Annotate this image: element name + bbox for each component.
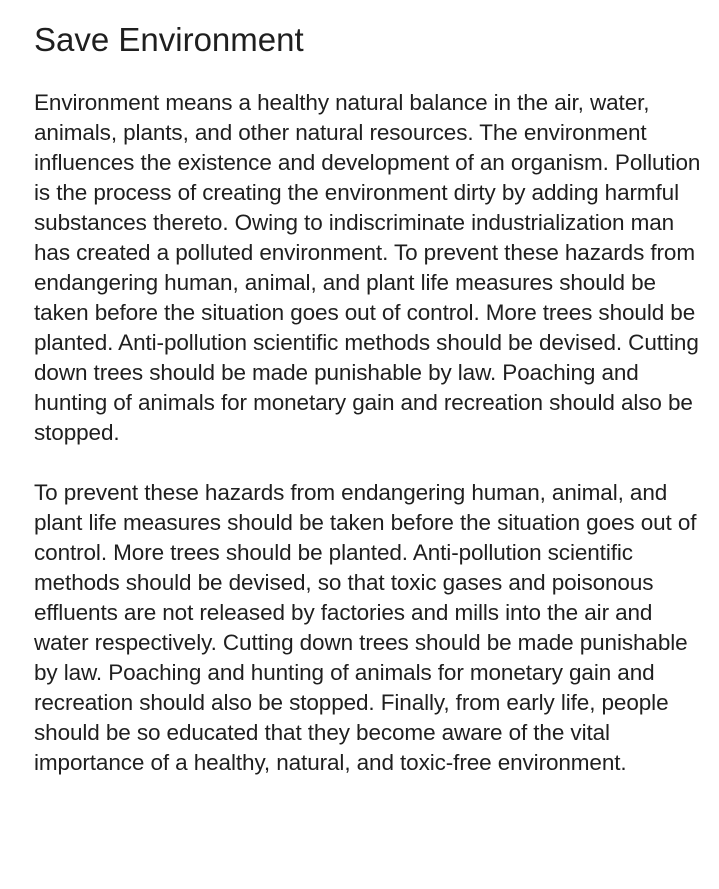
paragraph-prevention-measures: To prevent these hazards from endangering human, animal, and plant life measures should be taken before the situation goes out of control. More trees should be planted. Anti-pollution scientific methods should be devised, so that toxic gases and poisonous effluents are not released by factories and mills into the air and water respectively. Cutting down trees should be made punishable by law. Poaching and hunting of animals for monetary gain and recreation should also be stopped. Finally, from early life, people should be so educated that they become aware of the vital importance of a healthy, natural, and toxic-free environment. [34,480,697,775]
document-body [34,18,704,778]
document-title: Save Environment [34,21,304,58]
paragraph-environment-definition: Environment means a healthy natural balance in the air, water, animals, plants, and other natural resources. The environment influences the existence and development of an organism. Pollution is the process of creating the environment dirty by adding harmful substances thereto. Owing to indiscriminate industrialization man has created a polluted environment. To prevent these hazards from endangering human, animal, and plant life measures should be taken before the situation goes out of control. More trees should be planted. Anti-pollution scientific methods should be devised. Cutting down trees should be made punishable by law. Poaching and hunting of animals for monetary gain and recreation should also be stopped. [34,90,701,445]
